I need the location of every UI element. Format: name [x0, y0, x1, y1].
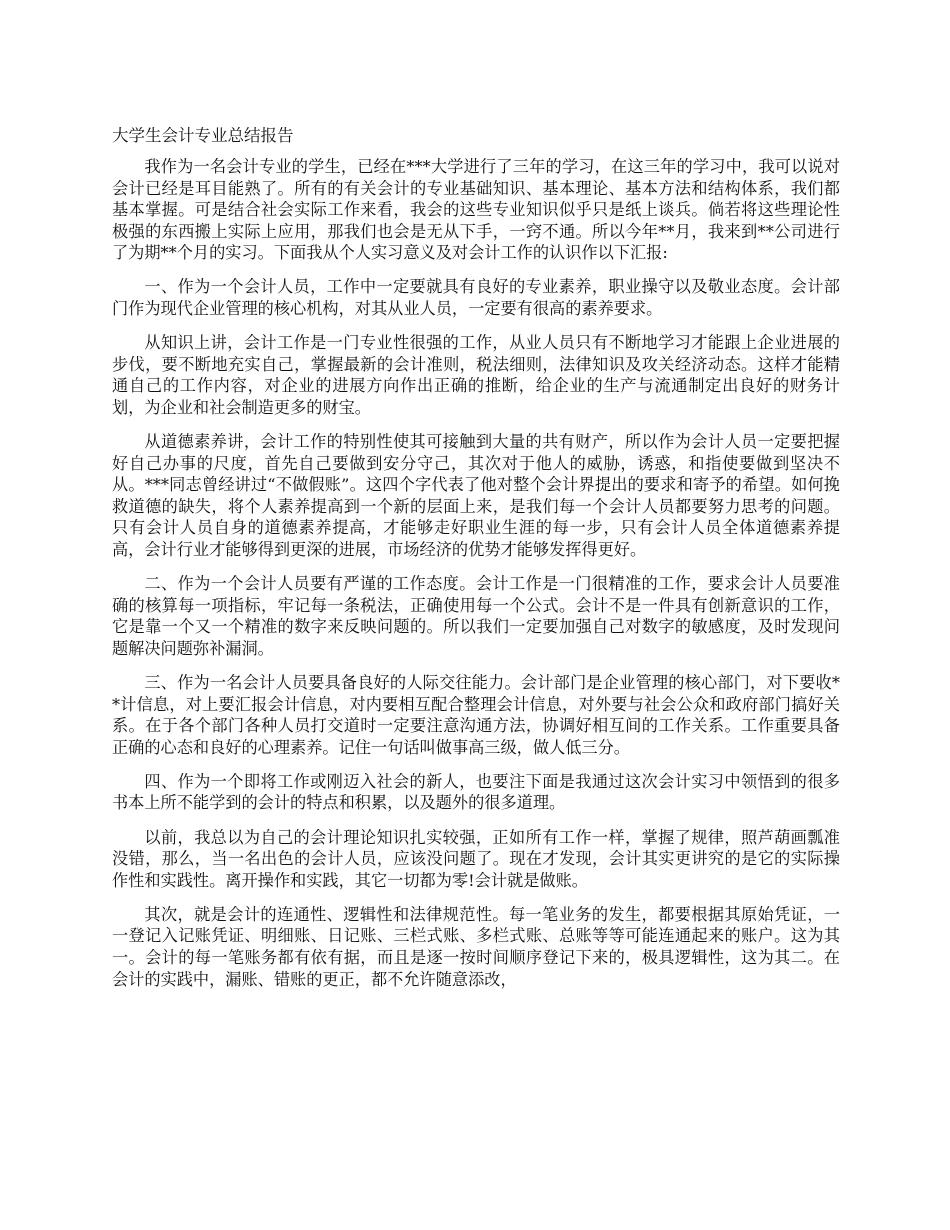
paragraph-second: 其次，就是会计的连通性、逻辑性和法律规范性。每一笔业务的发生，都要根据其原始凭证，一一登记入记账凭证、明细账、日记账、三栏式账、多栏式账、总账等等可能连通起来的账户。这为其一。会计的每一笔账务都有依有据，而且是逐一按时间顺序登记下来的，极具逻辑性，这为其二。在会计的实践中，漏账、错账的更正，都不允许随意添改， — [112, 904, 840, 989]
paragraph-point-two: 二、作为一个会计人员要有严谨的工作态度。会计工作是一门很精准的工作，要求会计人员要准确的核算每一项指标，牢记每一条税法，正确使用每一个公式。会计不是一件具有创新意识的工作，它是靠一个又一个精准的数字来反映问题的。所以我们一定要加强自己对数字的敏感度，及时发现问题解决问题弥补漏洞。 — [112, 574, 840, 658]
paragraph-intro: 我作为一名会计专业的学生，已经在***大学进行了三年的学习，在这三年的学习中，我可以说对会计已经是耳目能熟了。所有的有关会计的专业基础知识、基本理论、基本方法和结构体系，我们都基本掌握。可是结合社会实际工作来看，我会的这些专业知识似乎只是纸上谈兵。倘若将这些理论性极强的东西搬上实际上应用，那我们也会是无从下手，一窍不通。所以今年**月，我来到**公司进行了为期**个月的实习。下面我从个人实习意义及对会计工作的认识作以下汇报: — [112, 157, 840, 263]
document-title: 大学生会计专业总结报告 — [112, 126, 294, 145]
paragraph-knowledge: 从知识上讲，会计工作是一门专业性很强的工作，从业人员只有不断地学习才能跟上企业进展的步伐，要不断地充实自己，掌握最新的会计准则，税法细则，法律知识及攻关经济动态。这样才能精通自己的工作内容，对企业的进展方向作出正确的推断，给企业的生产与流通制定出良好的财务计划，为企业和社会制造更多的财宝。 — [112, 333, 840, 417]
document-page — [112, 124, 840, 1003]
paragraph-point-one: 一、作为一个会计人员，工作中一定要就具有良好的专业素养，职业操守以及敬业态度。会计部门作为现代企业管理的核心机构，对其从业人员，一定要有很高的素养要求。 — [112, 277, 840, 319]
paragraph-point-three: 三、作为一名会计人员要具备良好的人际交往能力。会计部门是企业管理的核心部门，对下要收**计信息，对上要汇报会计信息，对内要相互配合整理会计信息，对外要与社会公众和政府部门搞好关系。在于各个部门各种人员打交道时一定要注意沟通方法，协调好相互间的工作关系。工作重要具备正确的心态和良好的心理素养。记住一句话叫做事高三级，做人低三分。 — [112, 672, 840, 757]
paragraph-before: 以前，我总以为自己的会计理论知识扎实较强，正如所有工作一样，掌握了规律，照芦葫画瓢准没错，那么，当一名出色的会计人员，应该没问题了。现在才发现，会计其实更讲究的是它的实际操作性和实践性。离开操作和实践，其它一切都为零!会计就是做账。 — [112, 827, 840, 890]
paragraph-point-four: 四、作为一个即将工作或刚迈入社会的新人，也要注下面是我通过这次会计实习中领悟到的很多书本上所不能学到的会计的特点和积累，以及题外的很多道理。 — [112, 771, 840, 813]
paragraph-ethics: 从道德素养讲，会计工作的特别性使其可接触到大量的共有财产，所以作为会计人员一定要把握好自己办事的尺度，首先自己要做到安分守己，其次对于他人的威胁，诱惑，和指使要做到坚决不从。***同志曾经讲过“不做假账”。这四个字代表了他对整个会计界提出的要求和寄予的希望。如何挽救道德的缺失，将个人素养提高到一个新的层面上来，是我们每一个会计人员都要努力思考的问题。只有会计人员自身的道德素养提高，才能够走好职业生涯的每一步，只有会计人员全体道德素养提高，会计行业才能够得到更深的进展，市场经济的优势才能够发挥得更好。 — [112, 432, 840, 559]
